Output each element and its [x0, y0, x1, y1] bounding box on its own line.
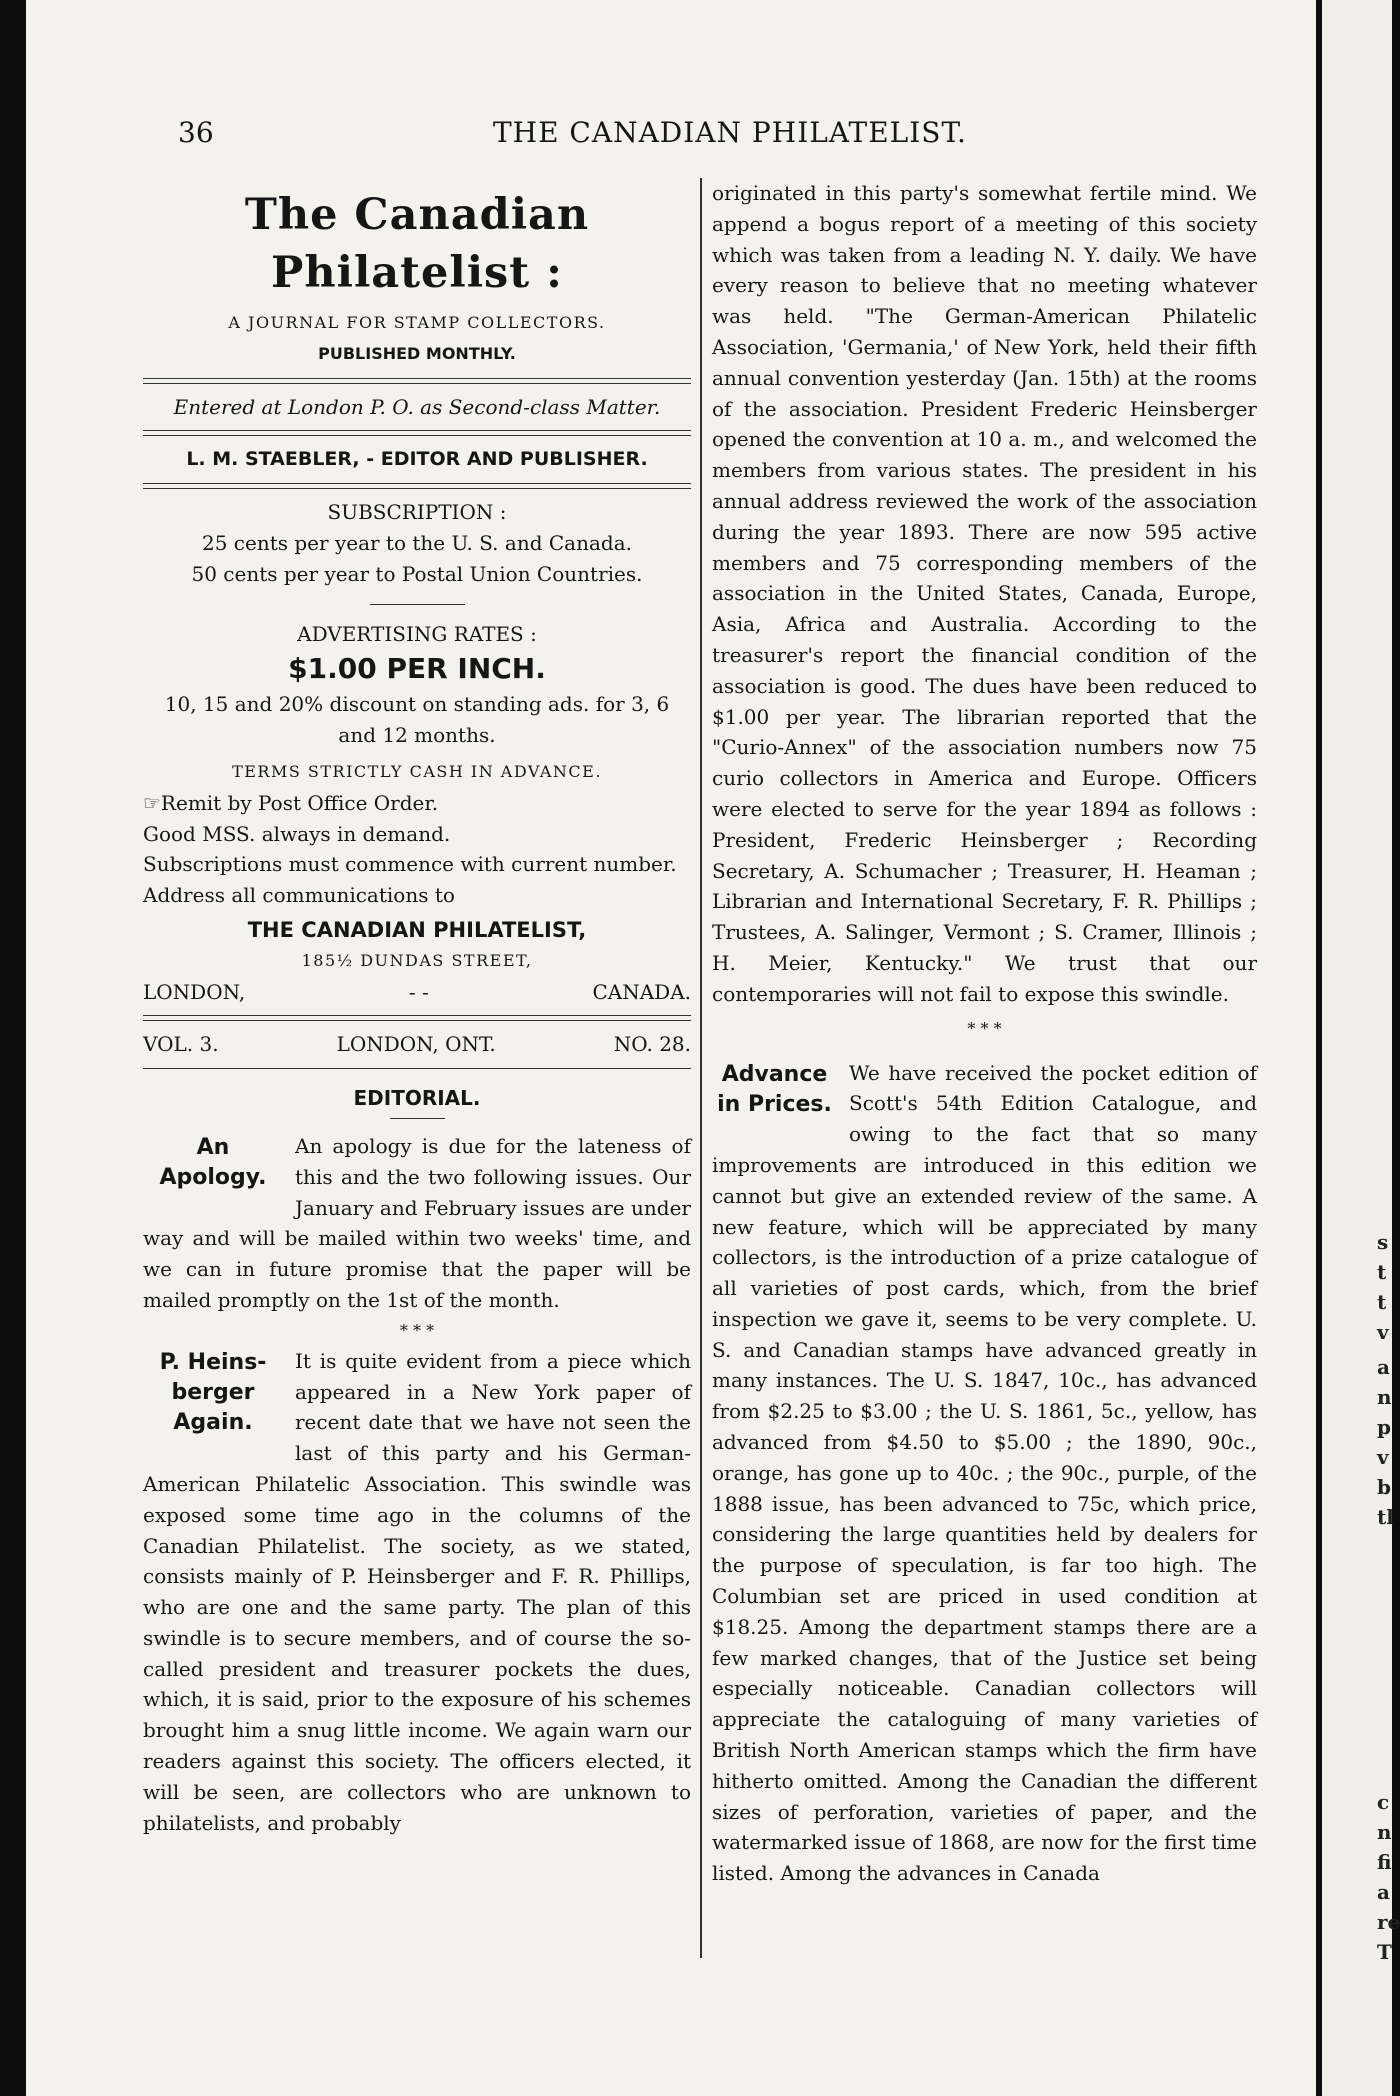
adjacent-page-fragment: s [1377, 1230, 1389, 1254]
editorial-heading: EDITORIAL. [353, 1086, 481, 1111]
volume: VOL. 3. [143, 1032, 219, 1057]
adjacent-page-fragment: t [1377, 1260, 1387, 1284]
heinsberger-side-heading: P. Heins-berger Again. [159, 1349, 267, 1435]
adjacent-page-fragment: p [1377, 1415, 1391, 1439]
heinsberger-continuation: originated in this party's somewhat fertile mind. We append a bogus report of a meeting of this society which was taken from a leading N. Y. daily. We have every reason to believe that no meeting whatever was held. "The German-American Philatelic Association, 'Germania,' of New York, held their fifth annual convention yesterday (Jan. 15th) at the rooms of the association. President Frederic Heinsberger opened the convention at 10 a. m., and welcomed the members from various states. The president in his annual address reviewed the work of the association during the year 1893. There are now 595 active members and 75 corresponding members of the association in the United States, Canada, Europe, Asia, Africa and Australia. According to the treasurer's report the financial condition of the association is good. The dues have been reduced to $1.00 per year. The librarian reported that the "Curio-Annex" of the association numbers now 75 curio collectors in America and Europe. Officers were elected to serve for the year 1894 as follows : President, Frederic Heinsberger ; Recording Secretary, A. Schumacher ; Treasurer, H. Heaman ; Librarian and International Secretary, F. R. Phillips ; Trustees, A. Salinger, Vermont ; S. Cramer, Illinois ; H. Meier, Kentucky." We trust that our contemporaries will not fail to expose this swindle. [712, 181, 1257, 1006]
payment-terms: TERMS STRICTLY CASH IN ADVANCE. [232, 761, 602, 781]
column-divider [700, 178, 702, 1958]
masthead-title: The Canadian Philatelist : [244, 190, 590, 298]
advance-article [712, 1058, 1257, 1890]
editor-line: L. M. STAEBLER, - EDITOR AND PUBLISHER. [186, 448, 648, 471]
country: CANADA. [592, 979, 691, 1004]
apology-text: An apology is due for the lateness of this and the two following issues. Our January and February issues are under way and will be mailed within two weeks' time, and we can in future promise that the paper will be mailed promptly on the 1st of the month. [143, 1133, 691, 1312]
adjacent-page-fragment: n [1377, 1385, 1392, 1409]
heinsberger-text: It is quite evident from a piece which appeared in a New York paper of recent date that we have not seen the last of this party and his German-American Philatelic Association. This swindle was exposed some time ago in the columns of the Canadian Philatelist. The society, as we stated, consists mainly of P. Heinsberger and F. R. Phillips, who are one and the same party. The plan of this swindle is to secure members, and of course the so-called president and treasurer pockets the dues, which, it is said, prior to the exposure of his schemes brought him a snug little income. We again warn our readers against this society. The officers elected, it will be seen, are collectors who are unknown to philatelists, and probably [143, 1348, 691, 1835]
adjacent-page-fragment: v [1377, 1445, 1389, 1469]
city-line [143, 977, 691, 1008]
entered-notice: Entered at London P. O. as Second-class Matter. [173, 394, 661, 419]
short-rule [390, 1118, 445, 1119]
double-rule [143, 483, 691, 489]
adjacent-page-edge [1322, 0, 1400, 2096]
double-rule [143, 378, 691, 384]
stars-divider: * * * [967, 1018, 1002, 1038]
rule [143, 1068, 691, 1069]
city: LONDON, [143, 979, 246, 1004]
publication-name: THE CANADIAN PHILATELIST, [247, 917, 587, 942]
advance-text: We have received the pocket edition of Scott's 54th Edition Catalogue, and owing to the fact that so many improvements are introduced in this edition we cannot but give an extended review of the same. A new feature, which will be appreciated by many collectors, is the introduction of a prize catalogue of all varieties of post cards, which, from the brief inspection we gave it, seems to be very complete. U. S. and Canadian stamps have advanced greatly in many instances. The U. S. 1847, 10c., has advanced from $2.25 to $3.00 ; the U. S. 1861, 5c., yellow, has advanced from $4.50 to $5.00 ; the 1890, 90c., orange, has gone up to 40c. ; the 90c., purple, of the 1888 issue, has been advanced to 75c, which price, considering the large quantities held by dealers for the purpose of speculation, is far too high. The Columbian set are priced in used condition at $18.25. Among the department stamps there are a few marked changes, that of the Justice set being especially noticeable. Canadian collectors will appreciate the cataloguing of many varieties of British North American stamps which the firm have hitherto omitted. Among the Canadian the different sizes of perforation, varieties of paper, and the watermarked issue of 1868, are now for the first time listed. Among the advances in Canada [712, 1060, 1257, 1886]
double-rule [143, 430, 691, 436]
double-rule [143, 1015, 691, 1021]
advertising-discount: 10, 15 and 20% discount on standing ads. for 3, 6 and 12 months. [164, 692, 670, 748]
street-address: 185½ DUNDAS STREET, [301, 950, 533, 970]
heinsberger-article [143, 1346, 691, 1839]
stars-divider: * * * [399, 1320, 435, 1340]
short-rule [370, 604, 465, 605]
left-column [143, 178, 691, 1838]
adjacent-page-fragment: t [1377, 1290, 1387, 1314]
adjacent-page-fragment: v [1377, 1320, 1389, 1344]
apology-side-heading: An Apology. [159, 1134, 267, 1190]
address-notice: Address all communications to [143, 883, 455, 908]
adjacent-page-fragment: fi [1377, 1850, 1392, 1874]
publication-frequency: PUBLISHED MONTHLY. [318, 343, 516, 363]
subscription-notice: Subscriptions must commence with current number. [143, 852, 677, 877]
adjacent-page-fragment: a [1377, 1355, 1390, 1379]
masthead-subtitle: A JOURNAL FOR STAMP COLLECTORS. [228, 313, 606, 332]
subscription-heading: SUBSCRIPTION : [327, 500, 507, 525]
remit-notice: ☞Remit by Post Office Order. [143, 790, 439, 815]
right-column [712, 178, 1257, 1889]
adjacent-page-fragment: tl [1377, 1505, 1394, 1529]
adjacent-page-fragment: b [1377, 1475, 1391, 1499]
running-title: THE CANADIAN PHILATELIST. [493, 116, 967, 149]
adjacent-page-fragment: c [1377, 1790, 1390, 1814]
adjacent-page-fragment: re [1377, 1910, 1400, 1934]
advance-side-heading: Advance in Prices. [717, 1061, 832, 1117]
subscription-rate-postal: 50 cents per year to Postal Union Countries. [191, 561, 643, 586]
subscription-rate-us: 25 cents per year to the U. S. and Canada. [202, 530, 632, 555]
advertising-heading: ADVERTISING RATES : [297, 621, 537, 646]
city-dashes: - - [408, 979, 429, 1004]
adjacent-page-fragment: T [1377, 1940, 1392, 1964]
mss-notice: Good MSS. always in demand. [143, 821, 451, 846]
adjacent-page-fragment: a [1377, 1880, 1390, 1904]
advertising-rate: $1.00 PER INCH. [288, 652, 546, 686]
issue-number: NO. 28. [613, 1032, 691, 1057]
issue-place: LONDON, ONT. [336, 1032, 496, 1057]
issue-line [143, 1029, 691, 1060]
apology-article [143, 1131, 691, 1316]
page-number: 36 [178, 116, 214, 149]
adjacent-page-fragment: n [1377, 1820, 1392, 1844]
